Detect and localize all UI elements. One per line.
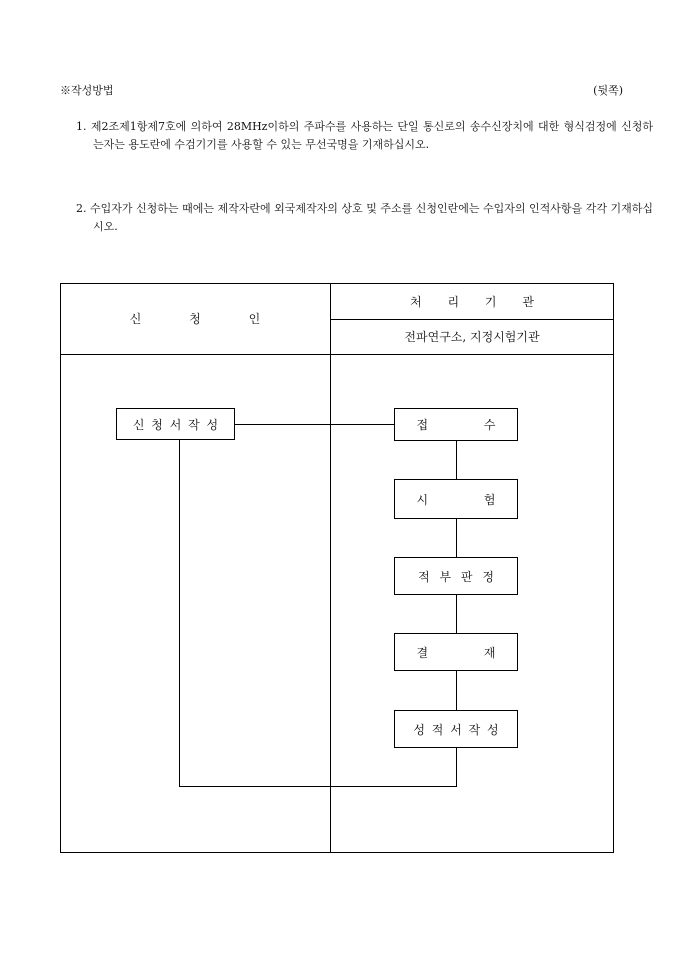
header-row-divider <box>60 354 614 355</box>
connector-step3-step4 <box>456 595 457 633</box>
step-receipt: 접 수 <box>394 408 518 441</box>
agency-column-header: 처 리 기 관 <box>410 294 534 309</box>
instructions-title: ※작성방법 <box>60 84 114 97</box>
step-test: 시 험 <box>394 479 518 519</box>
process-table-frame <box>60 283 614 853</box>
step-application-writing: 신 청 서 작 성 <box>116 408 235 440</box>
connector-application-to-receipt <box>235 424 394 425</box>
connector-return-bottom <box>179 786 457 787</box>
applicant-column-header: 신 청 인 <box>129 312 261 326</box>
connector-result-down <box>456 748 457 786</box>
step-result-report: 성 적 서 작 성 <box>394 710 518 748</box>
instruction-item-2: 2. 수입자가 신청하는 때에는 제작자란에 외국제작자의 상호 및 주소를 신청인란에는 수입자의 인적사항을 각각 기재하십시오. <box>76 202 653 233</box>
step-suitability-judgment: 적 부 판 정 <box>394 557 518 595</box>
step-approval: 결 재 <box>394 633 518 671</box>
connector-application-down <box>179 440 180 786</box>
agency-subheader: 전파연구소, 지정시험기관 <box>404 330 540 344</box>
connector-step1-step2 <box>456 441 457 479</box>
connector-step2-step3 <box>456 519 457 557</box>
instruction-item-1: 1. 제2조제1항제7호에 의하여 28MHz이하의 주파수를 사용하는 단일 통신로의 송수신장치에 대한 형식검정에 신청하는자는 용도란에 수검기기를 사용할 수 있는 무선국명을 기재하십시오. <box>76 120 653 151</box>
connector-step4-step5 <box>456 671 457 710</box>
column-divider <box>330 283 331 853</box>
page-side-label: (뒷쪽) <box>593 84 623 97</box>
